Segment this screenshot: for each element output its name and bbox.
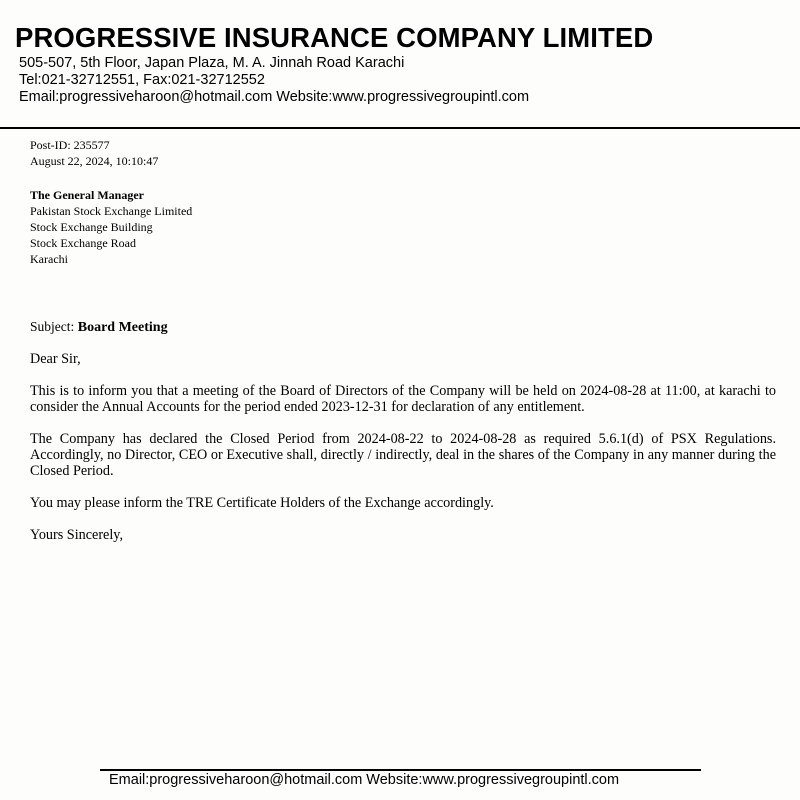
company-email-website: Email:progressiveharoon@hotmail.com Website:www.progressivegroupintl.com: [19, 89, 530, 105]
post-id: Post-ID: 235577: [30, 138, 110, 152]
recipient-line-2: Stock Exchange Building: [30, 220, 153, 234]
company-phone-fax: Tel:021-32712551, Fax:021-32712552: [19, 72, 265, 88]
subject-line: [30, 319, 168, 336]
header-divider: [0, 127, 800, 129]
company-name: PROGRESSIVE INSURANCE COMPANY LIMITED: [15, 22, 654, 53]
footer-email-website: Email:progressiveharoon@hotmail.com Website:www.progressivegroupintl.com: [109, 772, 620, 788]
subject-value: Board Meeting: [77, 320, 168, 335]
recipient-line-4: Karachi: [30, 252, 68, 266]
subject-label: Subject:: [30, 319, 75, 334]
body-paragraph-2: The Company has declared the Closed Period from 2024-08-22 to 2024-08-28 as required 5.6.1(d) of PSX Regulations. Accordingly, no Director, CEO or Executive shall, directly / indirectly, deal in the shares of the Company in any manner during the Closed Period.: [30, 431, 776, 479]
body-paragraph-3: You may please inform the TRE Certificate Holders of the Exchange accordingly.: [30, 495, 494, 511]
greeting: Dear Sir,: [30, 351, 81, 367]
closing: Yours Sincerely,: [30, 527, 124, 543]
body-paragraph-1: This is to inform you that a meeting of the Board of Directors of the Company will be held on 2024-08-28 at 11:00, at karachi to consider the Annual Accounts for the period ended 2023-12-31 for declaration of any entitlement.: [30, 383, 776, 415]
footer-divider: [100, 769, 701, 771]
company-address: 505-507, 5th Floor, Japan Plaza, M. A. Jinnah Road Karachi: [19, 55, 405, 71]
recipient-title: The General Manager: [30, 188, 144, 202]
recipient-line-1: Pakistan Stock Exchange Limited: [30, 204, 193, 218]
recipient-line-3: Stock Exchange Road: [30, 236, 136, 250]
post-date: August 22, 2024, 10:10:47: [30, 154, 159, 168]
